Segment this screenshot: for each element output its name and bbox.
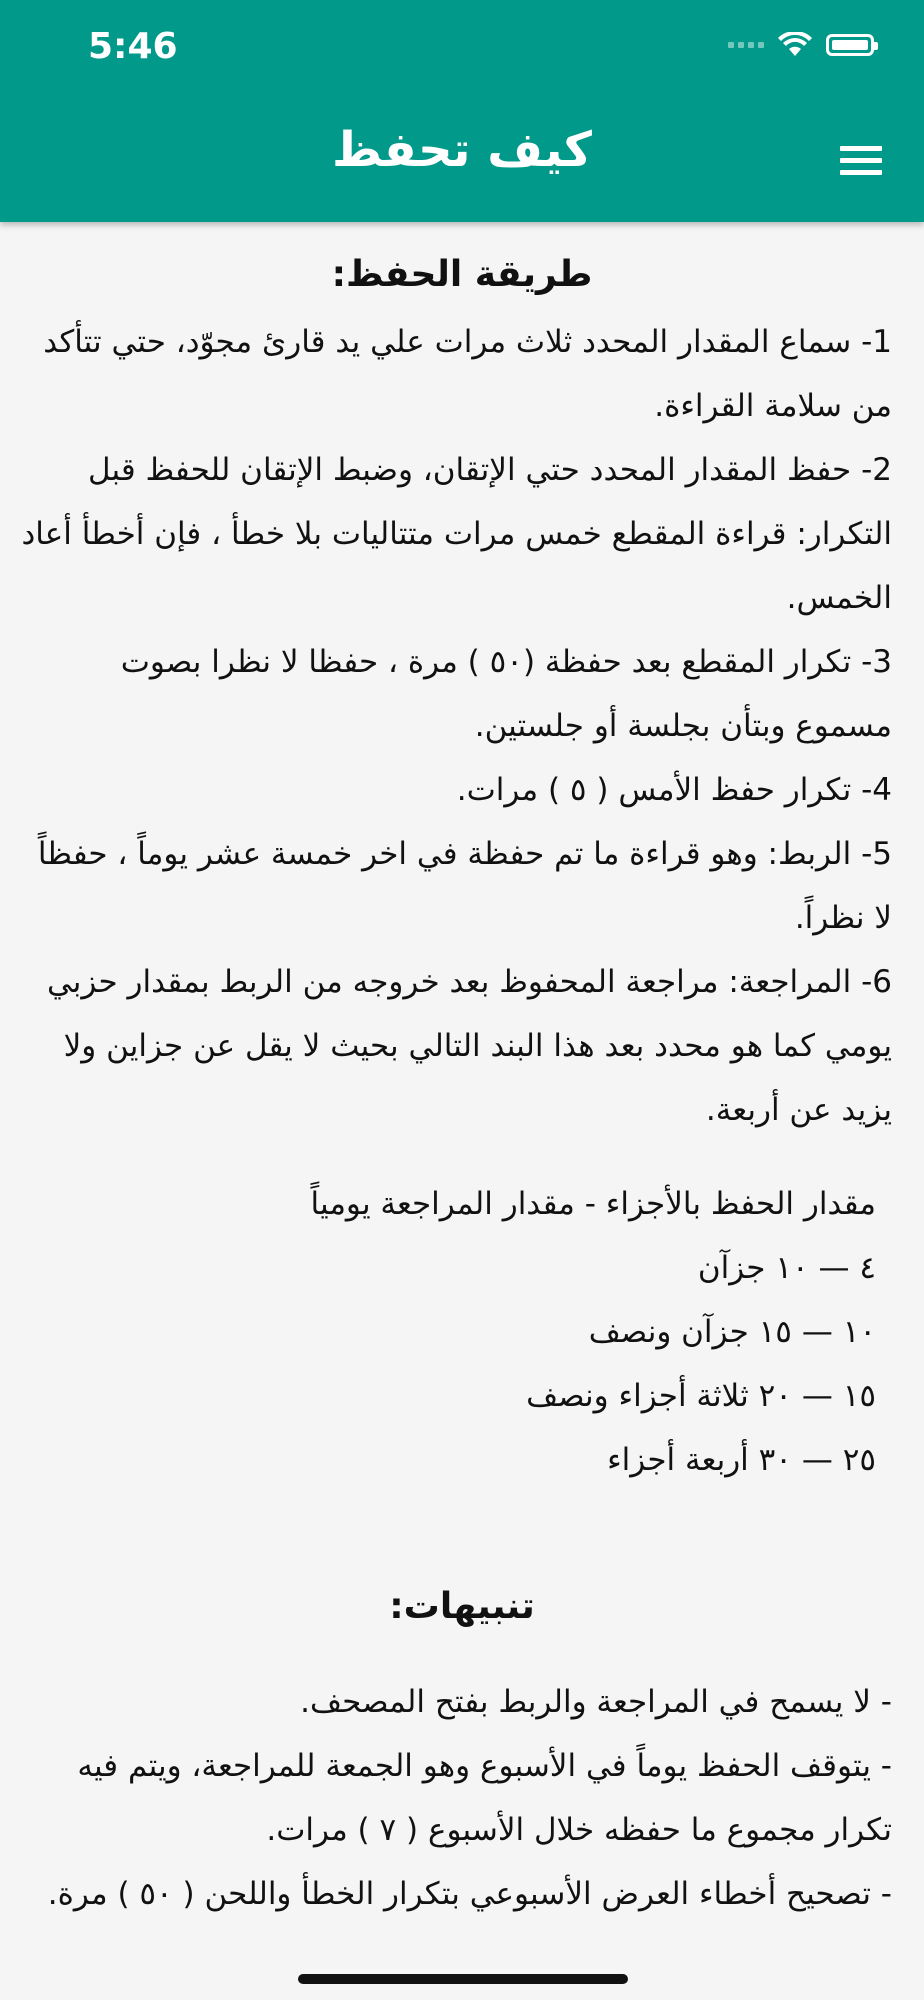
step-6: 6- المراجعة: مراجعة المحفوظ بعد خروجه من الربط بمقدار حزبي يومي كما هو محدد بعد هذا البند التالي بحيث لا يقل عن جزاين ولا يزيد عن أربعة. [46, 964, 892, 1128]
table-row: ١٥ — ٢٠ ثلاثة أجزاء ونصف [526, 1378, 876, 1414]
status-icons [728, 32, 874, 58]
step-4: 4- تكرار حفظ الأمس ( ٥ ) مرات. [456, 772, 892, 808]
table-row: ٢٥ — ٣٠ أربعة أجزاء [607, 1442, 876, 1478]
method-heading: طريقة الحفظ: [331, 254, 593, 295]
step-1: 1- سماع المقدار المحدد ثلاث مرات علي يد قارئ مجوّد، حتي تتأكد من سلامة القراءة. [43, 324, 892, 424]
note-1: - لا يسمح في المراجعة والربط بفتح المصحف. [300, 1684, 892, 1720]
wifi-icon [778, 32, 812, 58]
menu-icon[interactable] [840, 146, 882, 176]
page-title: كيف تحفظ [332, 122, 592, 178]
notes-heading: تنبيهات: [389, 1586, 535, 1627]
table-row: ١٠ — ١٥ جزآن ونصف [588, 1314, 876, 1350]
step-2: 2- حفظ المقدار المحدد حتي الإتقان، وضبط الإتقان للحفظ قبل التكرار: قراءة المقطع خمس مرات متتاليات بلا خطأ ، فإن أخطأ أعاد الخمس. [21, 452, 892, 616]
note-2: - يتوقف الحفظ يوماً في الأسبوع وهو الجمعة للمراجعة، ويتم فيه تكرار مجموع ما حفظه خلال الأسبوع ( ٧ ) مرات. [77, 1748, 892, 1848]
battery-icon [826, 34, 874, 56]
review-table [20, 1172, 904, 1492]
table-row: ٤ — ١٠ جزآن [697, 1250, 876, 1286]
step-3: 3- تكرار المقطع بعد حفظة (٥٠ ) مرة ، حفظا لا نظرا بصوت مسموع وبتأن بجلسة أو جلستين. [120, 644, 892, 744]
app-bar [0, 0, 924, 222]
article-content [20, 240, 904, 1926]
home-indicator[interactable] [298, 1974, 628, 1984]
status-time: 5:46 [88, 26, 178, 67]
signal-icon [728, 42, 764, 48]
note-3: - تصحيح أخطاء العرض الأسبوعي بتكرار الخطأ واللحن ( ٥٠ ) مرة. [47, 1876, 892, 1912]
step-5: 5- الربط: وهو قراءة ما تم حفظة في اخر خمسة عشر يوماً ، حفظاً لا نظراً. [37, 836, 892, 936]
table-header: مقدار الحفظ بالأجزاء - مقدار المراجعة يومياً [310, 1186, 876, 1222]
